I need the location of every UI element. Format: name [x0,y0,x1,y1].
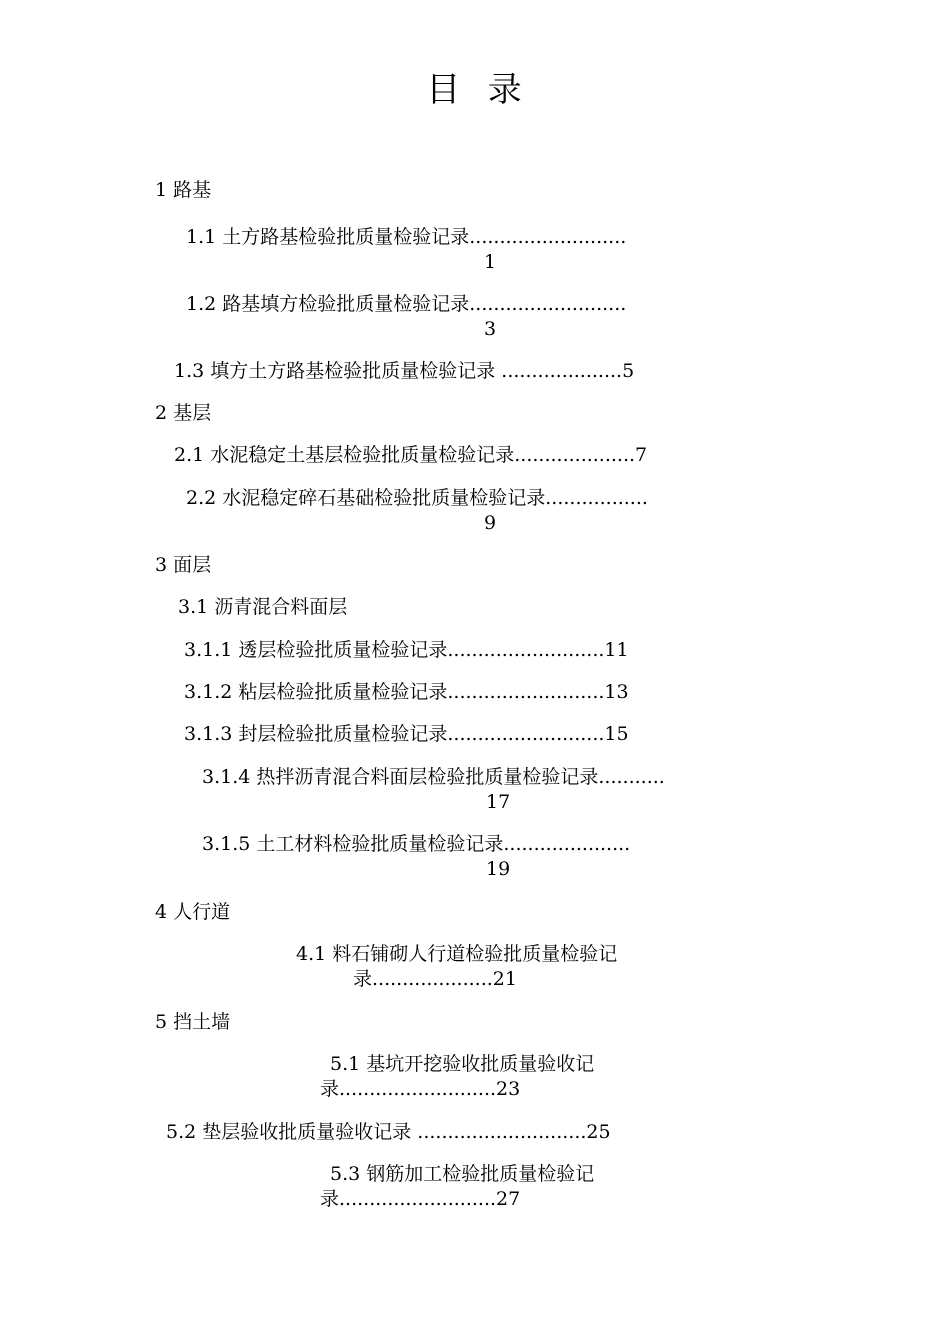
toc-entry-3-1-4: 3.1.4 热拌沥青混合料面层检验批质量检验记录........... [202,766,665,788]
toc-entry-5-3: 5.3 钢筋加工检验批质量检验记 [330,1163,595,1185]
toc-entry-3-1-3: 3.1.3 封层检验批质量检验记录..........................15 [184,723,629,745]
toc-entry-3-1-2: 3.1.2 粘层检验批质量检验记录..........................13 [184,681,629,703]
toc-entry-1-1: 1.1 土方路基检验批质量检验记录.......................... [186,226,627,248]
toc-entry-4-1: 4.1 料石铺砌人行道检验批质量检验记 [296,943,618,965]
toc-entry-1-1-page: 1 [484,251,497,273]
toc-entry-1-2-page: 3 [484,318,497,340]
toc-section-3: 3 面层 [155,554,212,576]
toc-entry-1-2: 1.2 路基填方检验批质量检验记录.......................... [186,293,627,315]
toc-entry-5-2: 5.2 垫层验收批质量验收记录 ............................25 [166,1121,611,1143]
toc-entry-3-1-4-page: 17 [486,791,511,813]
toc-entry-5-3-cont: 录..........................27 [320,1188,521,1210]
toc-entry-2-2-page: 9 [484,512,497,534]
toc-entry-2-2: 2.2 水泥稳定碎石基础检验批质量检验记录................. [186,487,648,509]
toc-entry-2-1: 2.1 水泥稳定土基层检验批质量检验记录....................7 [174,444,648,466]
toc-entry-5-1: 5.1 基坑开挖验收批质量验收记 [330,1053,595,1075]
toc-entry-3-1-5-page: 19 [486,858,511,880]
page-title: 目 录 [426,70,524,110]
toc-section-1: 1 路基 [155,179,212,201]
toc-section-2: 2 基层 [155,402,212,424]
toc-section-5: 5 挡土墙 [155,1011,231,1033]
toc-entry-4-1-cont: 录....................21 [353,968,517,990]
toc-entry-3-1: 3.1 沥青混合料面层 [178,596,348,618]
toc-entry-3-1-1: 3.1.1 透层检验批质量检验记录..........................11 [184,639,629,661]
toc-entry-1-3: 1.3 填方土方路基检验批质量检验记录 ....................5 [174,360,635,382]
toc-entry-3-1-5: 3.1.5 土工材料检验批质量检验记录..................... [202,833,631,855]
toc-section-4: 4 人行道 [155,901,231,923]
toc-entry-5-1-cont: 录..........................23 [320,1078,521,1100]
